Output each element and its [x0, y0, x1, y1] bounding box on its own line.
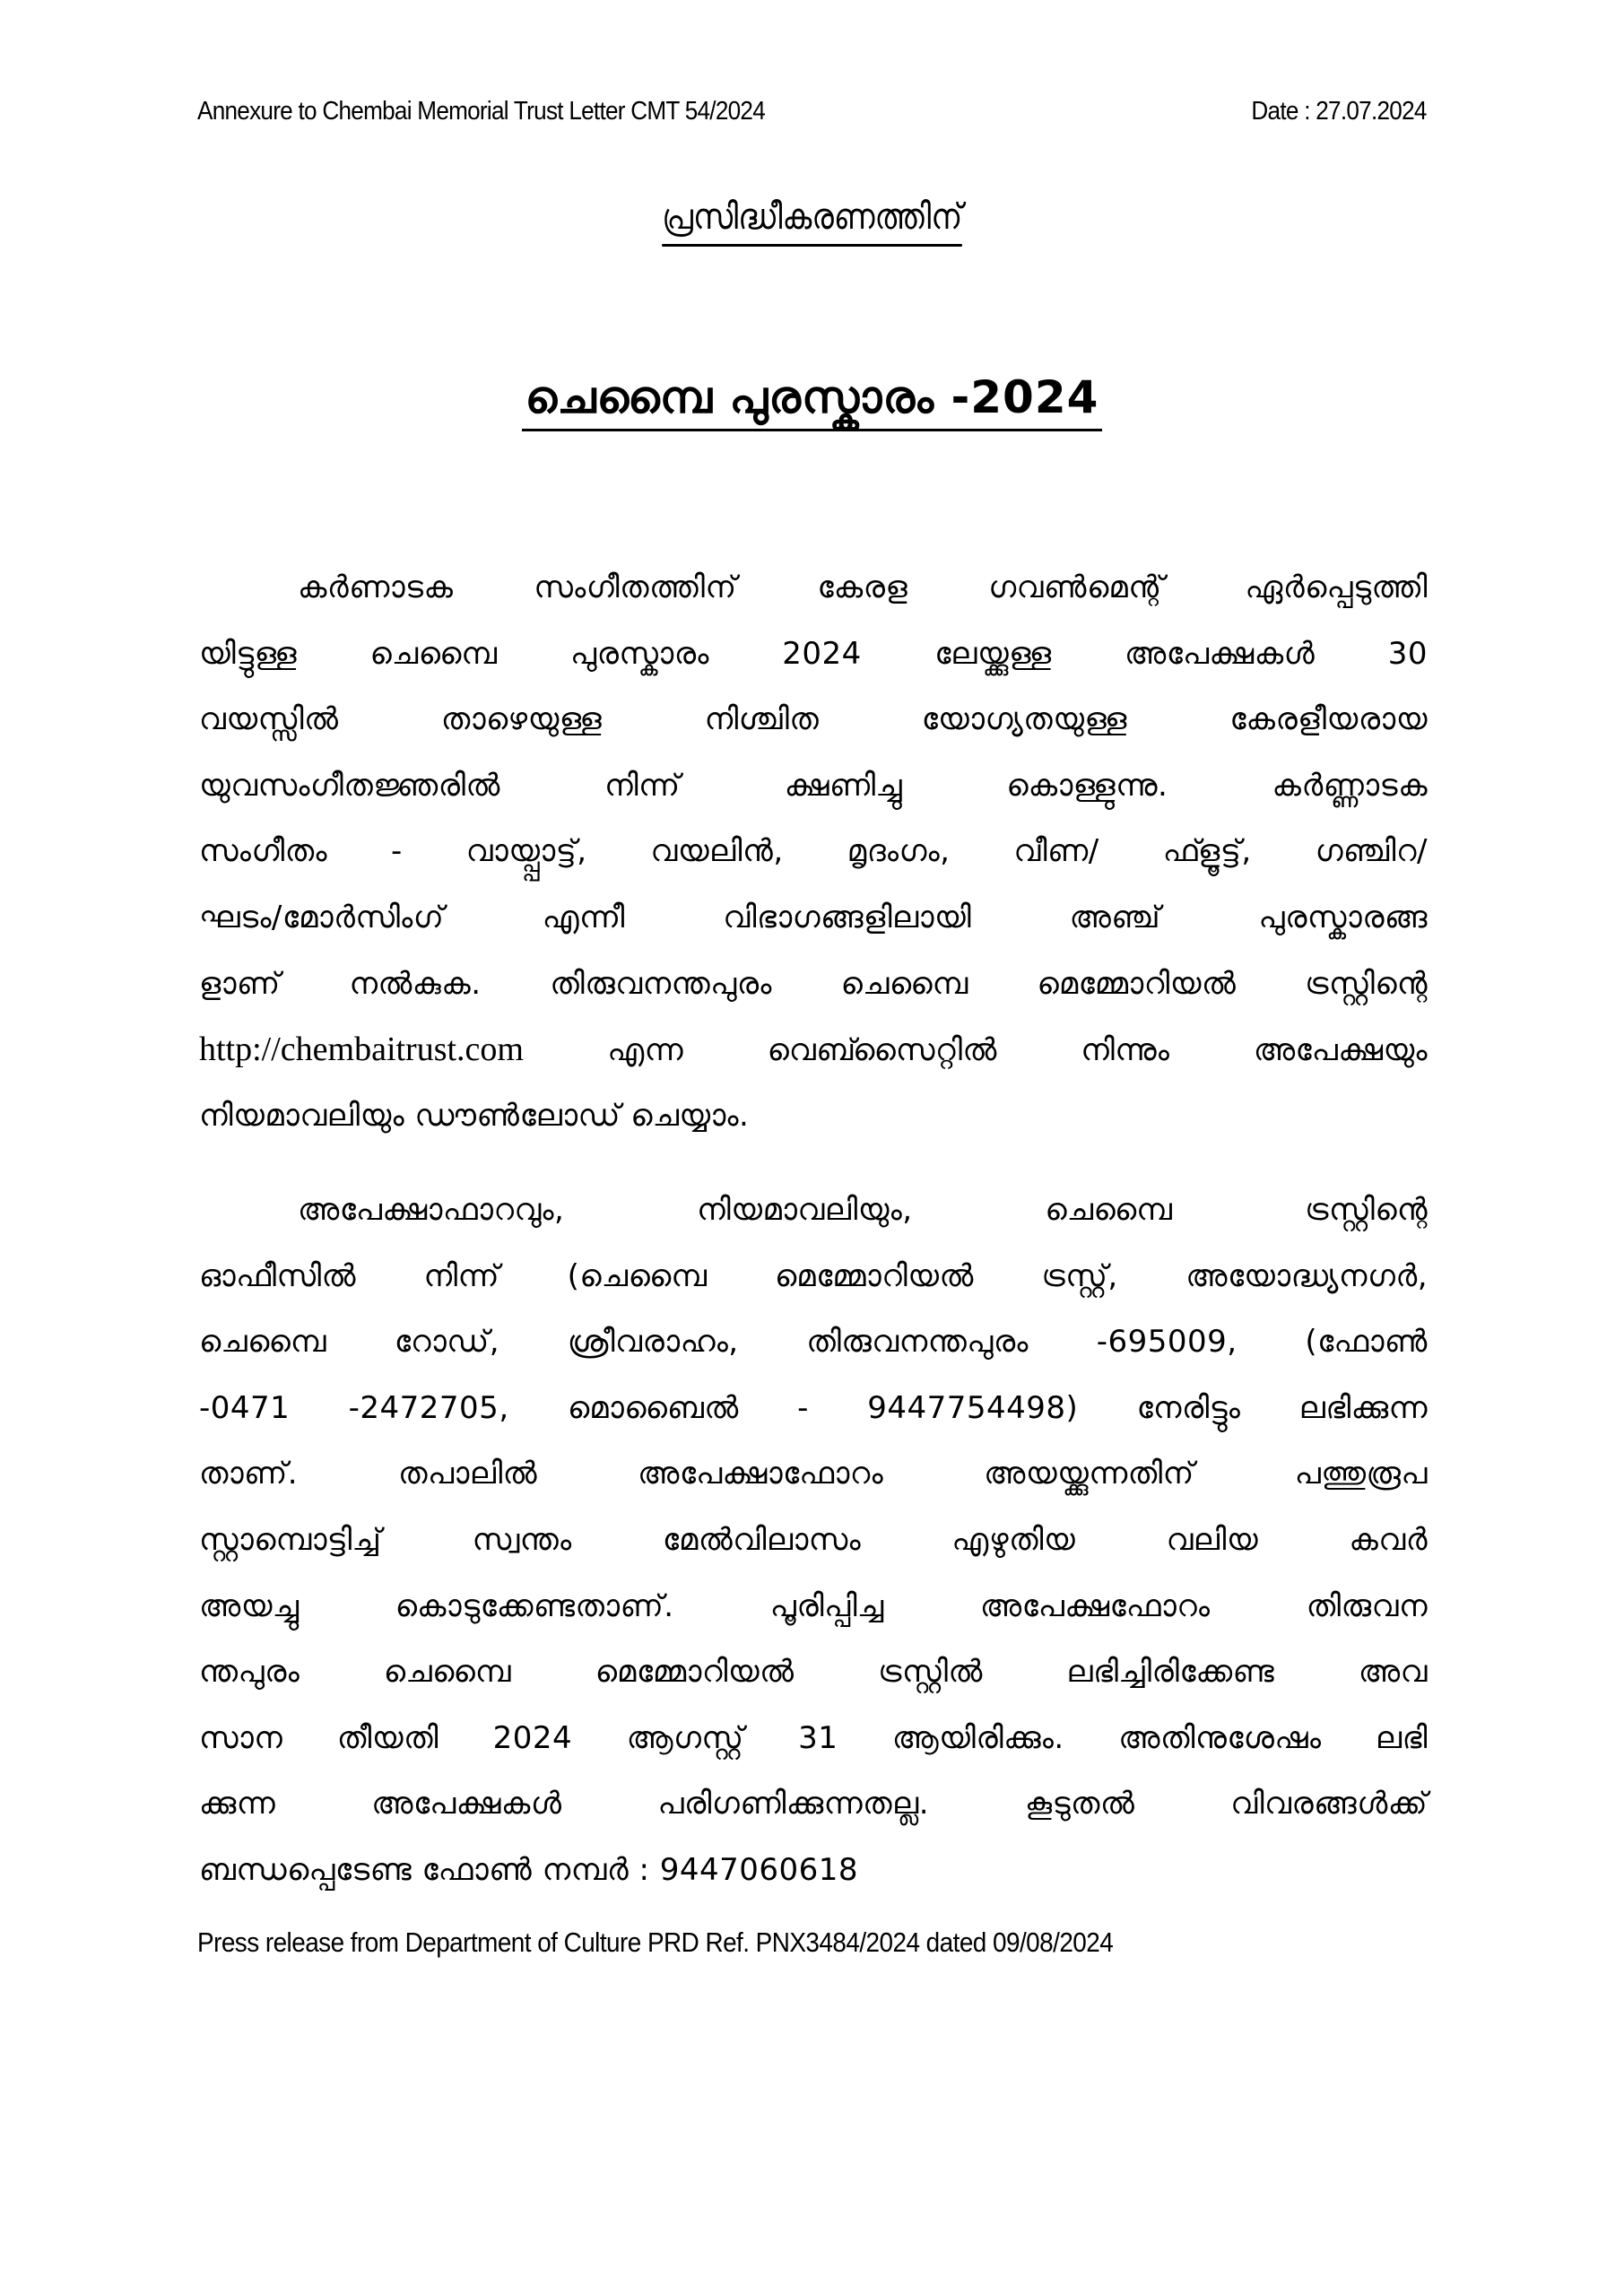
- paragraph-line: സ്റ്റാമ്പൊട്ടിച്ച് സ്വന്തം മേൽവിലാസം എഴുതിയ വലിയ കവർ: [199, 1521, 1428, 1558]
- paragraph-line: ന്തപുരം ചെമ്പൈ മെമ്മോറിയൽ ട്രസ്റ്റിൽ ലഭിച്ചിരിക്കേണ്ട അവ: [199, 1654, 1428, 1691]
- paragraph-application-details: [199, 1178, 1428, 1904]
- paragraph-line: ഓഫീസിൽ നിന്ന് (ചെമ്പൈ മെമ്മോറിയൽ ട്രസ്റ്റ്, അയോദ്ധ്യനഗർ,: [199, 1257, 1428, 1294]
- title-text: ചെമ്പൈ പുരസ്കാരം -2024: [522, 366, 1103, 431]
- publication-note: [0, 190, 1624, 247]
- paragraph-line: സംഗീതം - വായ്പ്പാട്ട്, വയലിൻ, മൃദംഗം, വീണ/ ഫ്ളൂട്ട്, ഗഞ്ചിറ/: [199, 833, 1428, 870]
- subtitle-text: പ്രസിദ്ധീകരണത്തിന്: [662, 190, 962, 247]
- letter-date: Date : 27.07.2024: [1251, 96, 1427, 126]
- paragraph-line-with-url: [199, 1017, 1428, 1083]
- paragraph-line: വയസ്സിൽ താഴെയുള്ള നിശ്ചിത യോഗ്യതയുള്ള കേരളീയരായ: [199, 701, 1428, 738]
- paragraph-line: -0471 -2472705, മൊബൈൽ - 9447754498) നേരിട്ടും ലഭിക്കുന്ന: [199, 1389, 1428, 1426]
- paragraph-line: താണ്. തപാലിൽ അപേക്ഷാഫോറം അയയ്ക്കുന്നതിന് പത്തുരൂപ: [199, 1456, 1428, 1492]
- paragraph-line: ക്കുന്ന അപേക്ഷകൾ പരിഗണിക്കുന്നതല്ല. കൂടുതൽ വിവരങ്ങൾക്ക്: [199, 1786, 1428, 1822]
- paragraph-line: യുവസംഗീതജ്ഞരിൽ നിന്ന് ക്ഷണിച്ചു കൊള്ളുന്നു. കർണ്ണാടക: [199, 767, 1428, 804]
- paragraph-line: സാന തീയതി 2024 ആഗസ്റ്റ് 31 ആയിരിക്കും. അതിനുശേഷം ലഭി: [199, 1719, 1428, 1756]
- paragraph-line: ളാണ് നൽകുക. തിരുവനന്തപുരം ചെമ്പൈ മെമ്മോറിയൽ ട്രസ്റ്റിന്റെ: [199, 965, 1428, 1002]
- paragraph-line: അയച്ചു കൊടുക്കേണ്ടതാണ്. പൂരിപ്പിച്ച അപേക്ഷഫോറം തിരുവന: [199, 1587, 1428, 1624]
- paragraph-line: യിട്ടുള്ള ചെമ്പൈ പുരസ്കാരം 2024 ലേയ്ക്കുള്ള അപേക്ഷകൾ 30: [199, 635, 1428, 672]
- document-header: [197, 93, 1427, 129]
- letter-reference: Annexure to Chembai Memorial Trust Letter CMT 54/2024: [197, 96, 766, 126]
- paragraph-line-text: എന്ന വെബ്സൈറ്റിൽ നിന്നും അപേക്ഷയും: [607, 1032, 1428, 1069]
- paragraph-announcement: [199, 555, 1428, 1149]
- paragraph-line: നിയമാവലിയും ഡൗൺലോഡ് ചെയ്യാം.: [199, 1097, 750, 1134]
- paragraph-line: ബന്ധപ്പെടേണ്ട ഫോൺ നമ്പർ : 9447060618: [199, 1851, 859, 1888]
- paragraph-line: കർണാടക സംഗീതത്തിന് കേരള ഗവൺമെന്റ് ഏർപ്പെടുത്തി: [298, 570, 1428, 605]
- press-release-reference: Press release from Department of Culture PRD Ref. PNX3484/2024 dated 09/08/2024: [197, 1926, 1114, 1958]
- page-title: [0, 366, 1624, 431]
- paragraph-line: അപേക്ഷാഫാറവും, നിയമാവലിയും, ചെമ്പൈ ട്രസ്റ്റിന്റെ: [298, 1192, 1428, 1228]
- paragraph-line: ചെമ്പൈ റോഡ്, ശ്രീവരാഹം, തിരുവനന്തപുരം -695009, (ഫോൺ: [199, 1324, 1428, 1361]
- paragraph-line: ഘടം/മോർസിംഗ് എന്നീ വിഭാഗങ്ങളിലായി അഞ്ച് പുരസ്കാരങ്ങ: [199, 899, 1428, 935]
- website-link[interactable]: http://chembaitrust.com: [199, 1031, 524, 1069]
